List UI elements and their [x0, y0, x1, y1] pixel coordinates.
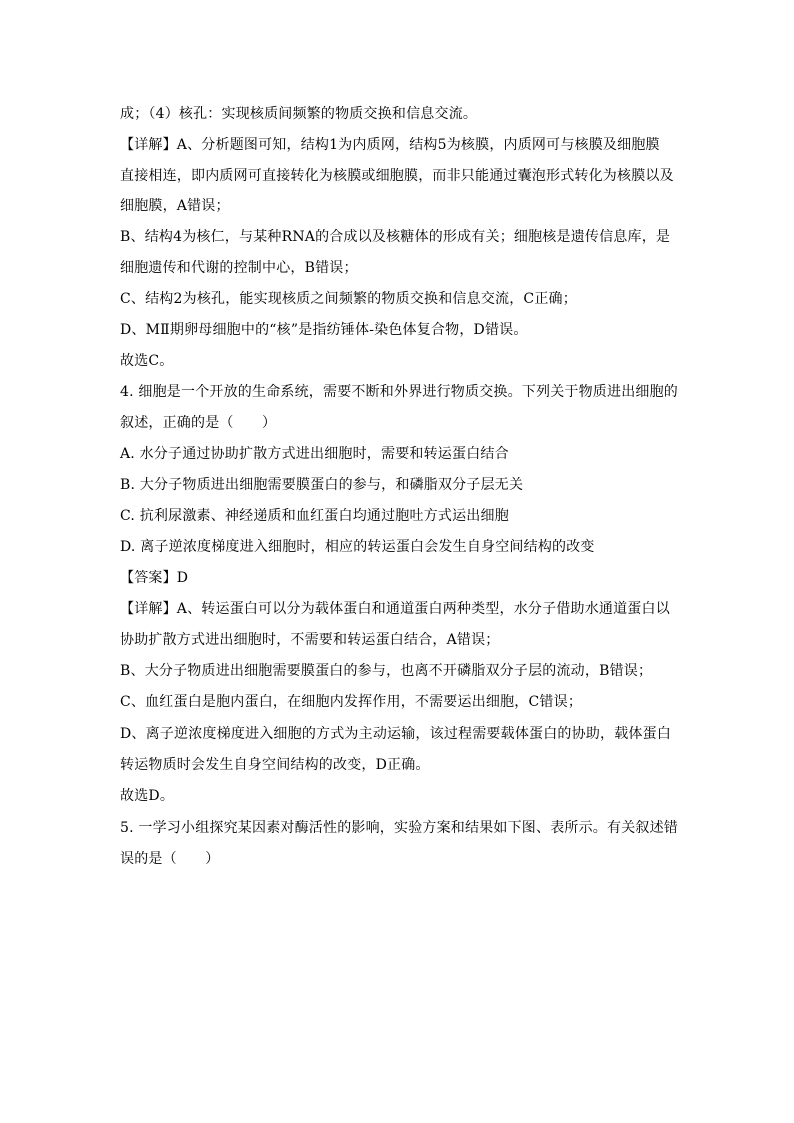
question-4-option-c: C. 抗利尿激素、神经递质和血红蛋白均通过胞吐方式运出细胞: [120, 508, 509, 524]
question-4-stem-line-2: 叙述，正确的是（ ）: [120, 415, 277, 431]
text-line-9: 故选C。: [120, 353, 174, 369]
text-line-22: 转运物质时会发生自身空间结构的改变，D正确。: [120, 757, 430, 773]
text-line-21: D、离子逆浓度梯度进入细胞的方式为主动运输，该过程需要载体蛋白的协助，载体蛋白: [120, 726, 672, 742]
text-line-1: 成；（4）核孔：实现核质间频繁的物质交换和信息交流。: [120, 106, 478, 122]
question-4-option-b: B. 大分子物质进出细胞需要膜蛋白的参与，和磷脂双分子层无关: [120, 477, 524, 493]
question-4-option-d: D. 离子逆浓度梯度进入细胞时，相应的转运蛋白会发生自身空间结构的改变: [120, 539, 595, 555]
text-line-18: 协助扩散方式进出细胞时，不需要和转运蛋白结合，A错误；: [120, 632, 500, 648]
text-line-5: B、结构4为核仁，与某种RNA的合成以及核糖体的形成有关；细胞核是遗传信息库，是: [120, 229, 671, 245]
text-line-2: 【详解】A、分析题图可知，结构1为内质网，结构5为核膜，内质网可与核膜及细胞膜: [120, 137, 660, 153]
text-line-6: 细胞遗传和代谢的控制中心，B错误；: [120, 260, 358, 276]
question-4-option-a: A. 水分子通过协助扩散方式进出细胞时，需要和转运蛋白结合: [120, 446, 509, 462]
answer-line: 【答案】D: [120, 570, 189, 586]
text-line-20: C、血红蛋白是胞内蛋白，在细胞内发挥作用，不需要运出细胞，C错误；: [120, 694, 583, 710]
question-5-stem-line-2: 误的是（ ）: [120, 851, 220, 867]
text-line-17: 【详解】A、转运蛋白可以分为载体蛋白和通道蛋白两种类型，水分子借助水通道蛋白以: [120, 601, 670, 617]
text-line-4: 细胞膜，A错误；: [120, 198, 230, 214]
text-line-19: B、大分子物质进出细胞需要膜蛋白的参与，也离不开磷脂双分子层的流动，B错误；: [120, 663, 653, 679]
text-line-8: D、MⅡ期卵母细胞中的“核”是指纺锤体-染色体复合物，D错误。: [120, 322, 528, 338]
text-line-3: 直接相连，即内质网可直接转化为核膜或细胞膜，而非只能通过囊泡形式转化为核膜以及: [120, 168, 674, 184]
question-5-stem-line-1: 5. 一学习小组探究某因素对酶活性的影响，实验方案和结果如下图、表所示。有关叙述错: [120, 820, 679, 836]
question-4-stem-line-1: 4. 细胞是一个开放的生命系统，需要不断和外界进行物质交换。下列关于物质进出细胞的: [120, 384, 679, 400]
text-line-23: 故选D。: [120, 788, 175, 804]
text-line-7: C、结构2为核孔，能实现核质之间频繁的物质交换和信息交流，C正确；: [120, 291, 577, 307]
